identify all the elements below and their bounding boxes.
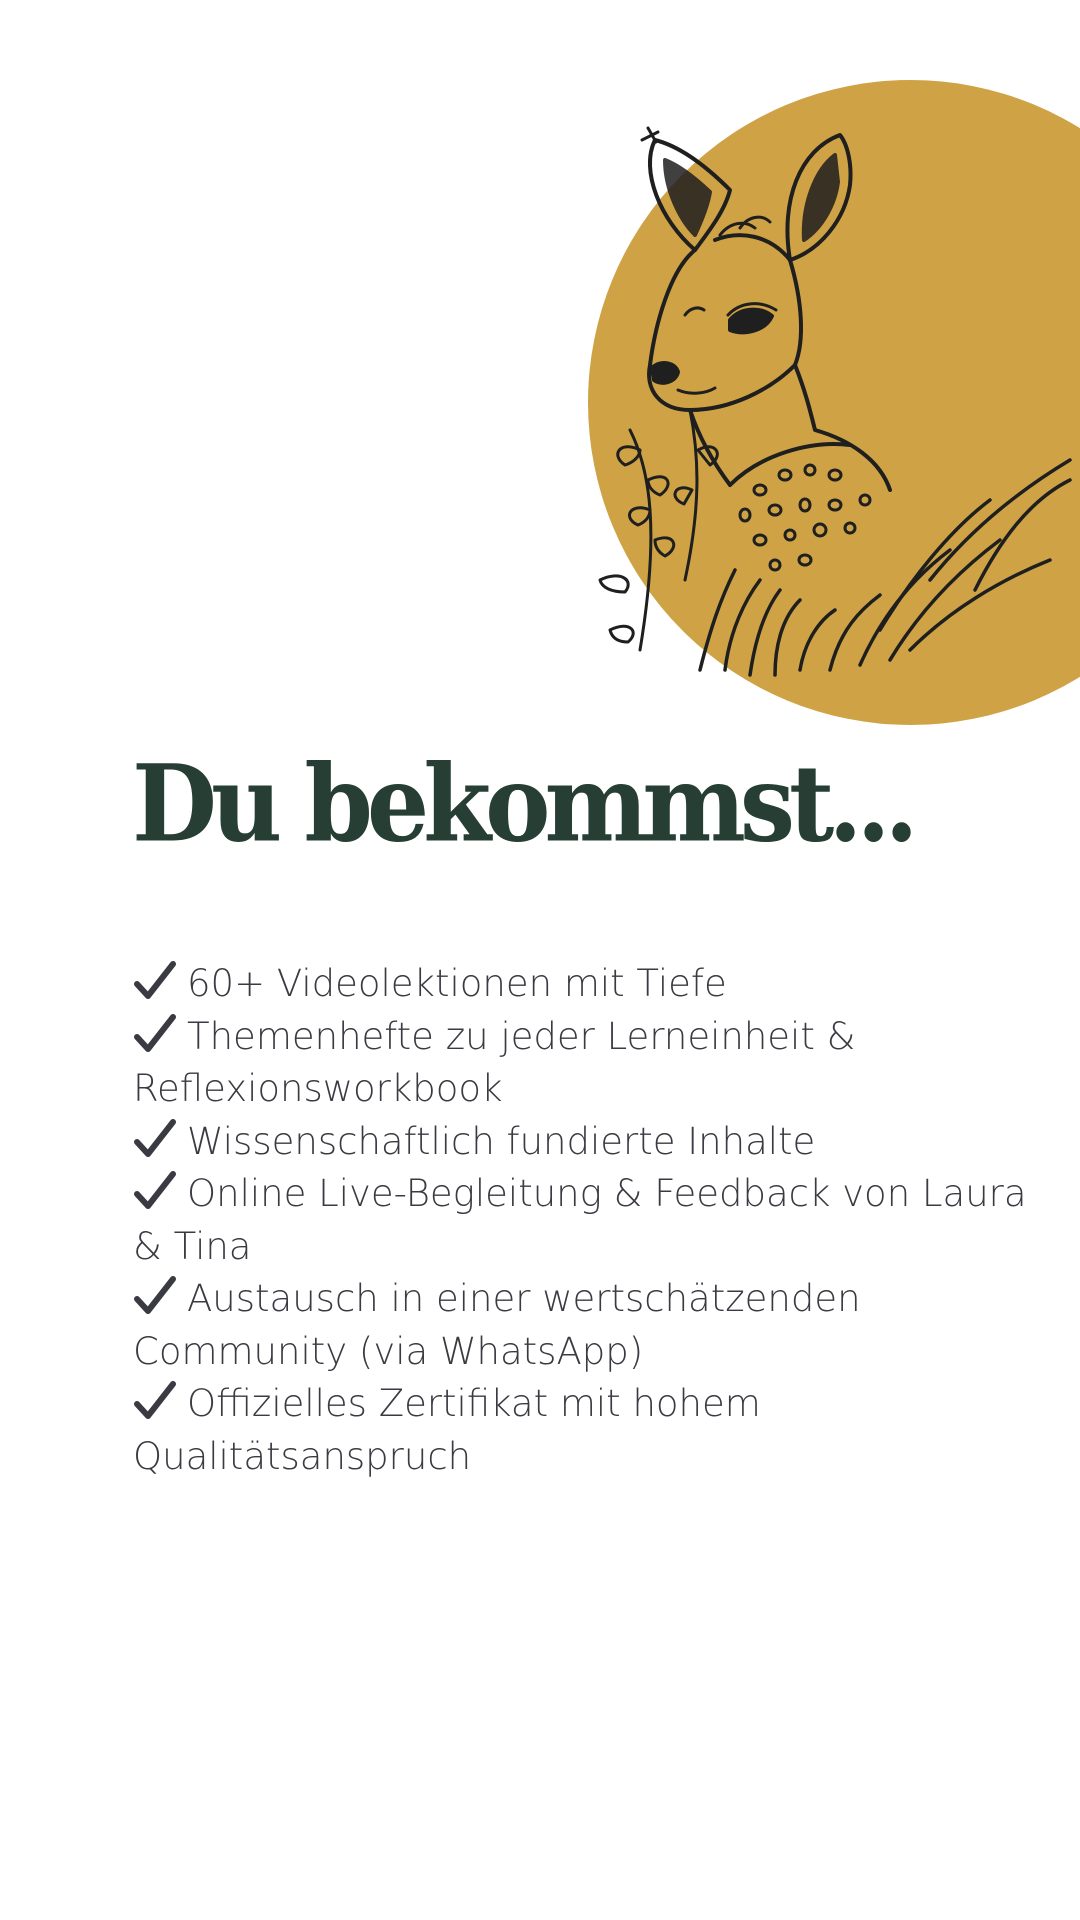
benefits-list (133, 958, 1033, 1483)
check-icon (133, 960, 177, 1002)
check-icon (133, 1013, 177, 1055)
fawn-illustration (580, 110, 1080, 690)
benefit-text: Offizielles Zertifikat mit hohem Qualitätsanspruch (133, 1382, 761, 1478)
benefit-text: 60+ Videolektionen mit Tiefe (187, 962, 727, 1005)
benefit-text: Online Live-Begleitung & Feedback von Laura & Tina (133, 1172, 1027, 1268)
list-item (133, 1116, 1033, 1169)
list-item (133, 1168, 1033, 1273)
list-item (133, 1011, 1033, 1116)
check-icon (133, 1275, 177, 1317)
benefit-text: Themenhefte zu jeder Lerneinheit & Reflexionsworkbook (133, 1014, 856, 1110)
list-item (133, 958, 1033, 1011)
headline: Du bekommst... (132, 742, 913, 867)
benefit-text: Austausch in einer wertschätzenden Community (via WhatsApp) (133, 1277, 861, 1373)
check-icon (133, 1170, 177, 1212)
check-icon (133, 1380, 177, 1422)
list-item (133, 1273, 1033, 1378)
check-icon (133, 1118, 177, 1160)
list-item (133, 1378, 1033, 1483)
benefit-text: Wissenschaftlich fundierte Inhalte (187, 1119, 816, 1163)
